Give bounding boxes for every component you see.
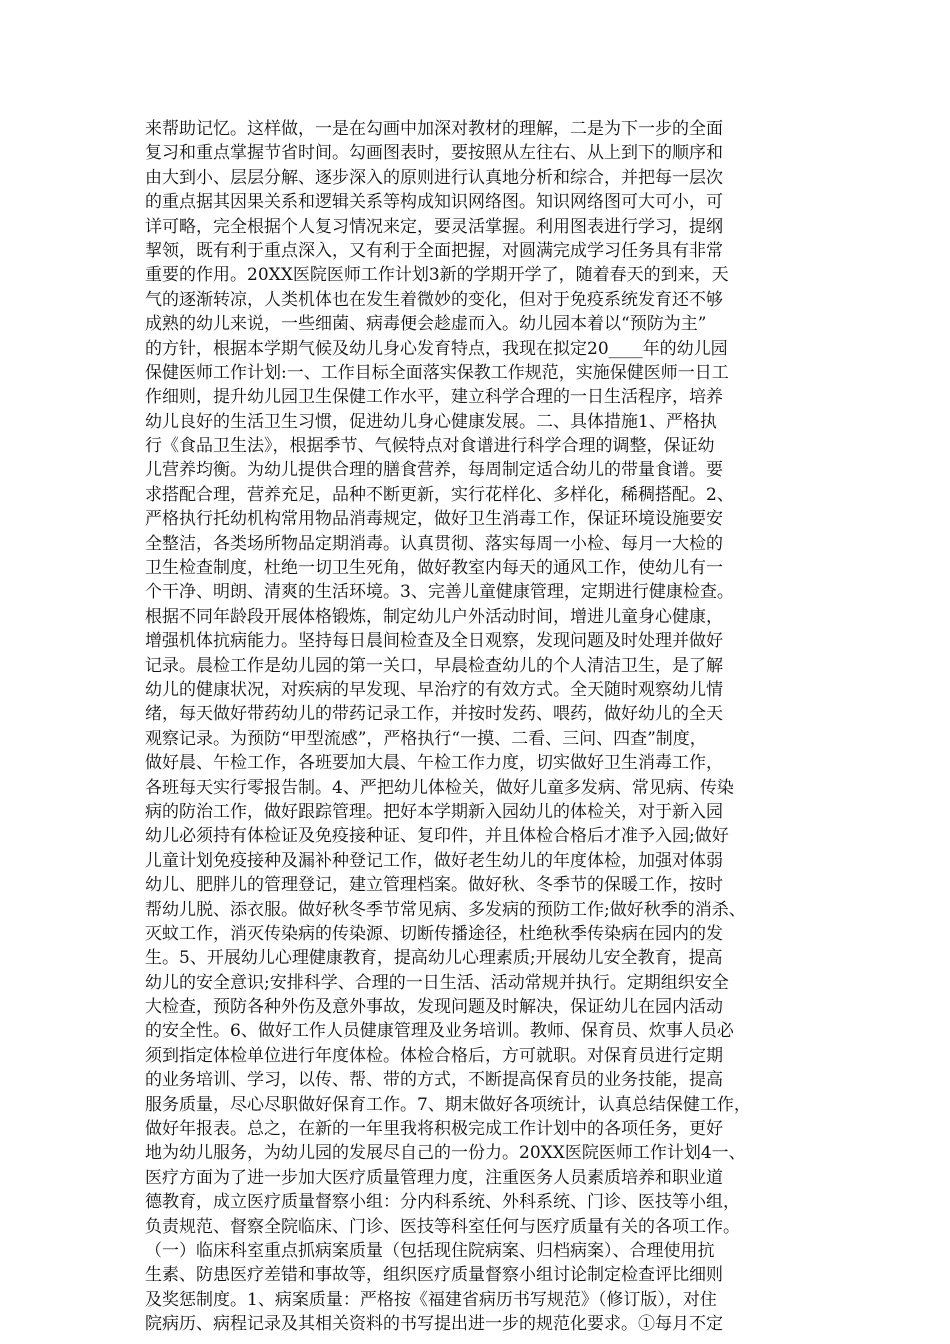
text-line: 各班每天实行零报告制。4、严把幼儿体检关，做好儿童多发病、常见病、传染	[145, 777, 734, 798]
text-line: 幼儿良好的生活卫生习惯，促进幼儿身心健康发展。二、具体措施1、严格执	[145, 411, 717, 432]
text-line: 严格执行托幼机构常用物品消毒规定，做好卫生消毒工作，保证环境设施要安	[145, 509, 723, 530]
text-line: 幼儿必须持有体检证及免疫接种证、复印件，并且体检合格后才准予入园;做好	[145, 826, 729, 847]
text-line: （一）临床科室重点抓病案质量（包括现住院病案、归档病案）、合理使用抗	[145, 1240, 715, 1261]
text-line: 大检查，预防各种外伤及意外事故，发现问题及时解决，保证幼儿在园内活动	[145, 997, 723, 1018]
text-line: 负责规范、督察全院临床、门诊、医技等科室任何与医疗质量有关的各项工作。	[145, 1216, 740, 1237]
text-line: 儿童计划免疫接种及漏补种登记工作，做好老生幼儿的年度体检，加强对体弱	[145, 850, 723, 871]
text-line: 绪，每天做好带药幼儿的带药记录工作，并按时发药、喂药，做好幼儿的全天	[145, 704, 723, 725]
text-line: 做好年报表。总之，在新的一年里我将积极完成工作计划中的各项任务，更好	[145, 1119, 723, 1140]
text-line: 做好晨、午检工作，各班要加大晨、午检工作力度，切实做好卫生消毒工作，	[145, 753, 723, 774]
text-line: 卫生检查制度，杜绝一切卫生死角，做好教室内每天的通风工作，使幼儿有一	[145, 558, 723, 579]
text-line: 求搭配合理，营养充足，品种不断更新，实行花样化、多样化，稀稠搭配。2、	[145, 484, 734, 505]
text-line: 重要的作用。20XX医院医师工作计划3新的学期开学了，随着春天的到来，天	[145, 265, 729, 286]
text-line: 记录。晨检工作是幼儿园的第一关口，早晨检查幼儿的个人清洁卫生，是了解	[145, 655, 723, 676]
text-line: 成熟的幼儿来说，一些细菌、病毒便会趁虚而入。幼儿园本着以“预防为主”	[145, 314, 707, 335]
text-line: 详可略，完全根据个人复习情况来定，要灵活掌握。利用图表进行学习，提纲	[145, 216, 723, 237]
text-line: 须到指定体检单位进行年度体检。体检合格后，方可就职。对保育员进行定期	[145, 1045, 723, 1066]
text-line: 儿营养均衡。为幼儿提供合理的膳食营养，每周制定适合幼儿的带量食谱。要	[145, 460, 723, 481]
text-line: 生。5、开展幼儿心理健康教育，提高幼儿心理素质;开展幼儿安全教育，提高	[145, 948, 723, 969]
text-line: 生素、防患医疗差错和事故等，组织医疗质量督察小组讨论制定检查评比细则	[145, 1265, 723, 1286]
text-line: 的业务培训、学习，以传、帮、带的方式，不断提高保育员的业务技能，提高	[145, 1070, 723, 1091]
text-line: 帮幼儿脱、添衣服。做好秋冬季节常见病、多发病的预防工作;做好秋季的消杀、	[145, 899, 746, 920]
text-line: 根据不同年龄段开展体格锻炼，制定幼儿户外活动时间，增进儿童身心健康，	[145, 606, 723, 627]
text-line: 挈领，既有利于重点深入，又有利于全面把握，对圆满完成学习任务具有非常	[145, 240, 723, 261]
text-line: 的重点据其因果关系和逻辑关系等构成知识网络图。知识网络图可大可小，可	[145, 192, 723, 213]
text-line: 气的逐渐转凉，人类机体也在发生着微妙的变化，但对于免疫系统发育还不够	[145, 289, 723, 310]
text-line: 行《食品卫生法》，根据季节、气候特点对食谱进行科学合理的调整，保证幼	[145, 436, 715, 457]
text-line: 个干净、明朗、清爽的生活环境。3、完善儿童健康管理，定期进行健康检查。	[145, 582, 734, 603]
text-line: 增强机体抗病能力。坚持每日晨间检查及全日观察，发现问题及时处理并做好	[145, 631, 723, 652]
text-line: 来帮助记忆。这样做，一是在勾画中加深对教材的理解，二是为下一步的全面	[145, 119, 723, 139]
document-body	[145, 117, 805, 1337]
text-line: 的安全性。6、做好工作人员健康管理及业务培训。教师、保育员、炊事人员必	[145, 1021, 734, 1042]
text-line: 保健医师工作计划:一、工作目标全面落实保教工作规范，实施保健医师一日工	[145, 362, 729, 383]
text-line: 的方针，根据本学期气候及幼儿身心发育特点，我现在拟定20____年的幼儿园	[145, 338, 728, 359]
text-line: 由大到小、层层分解、逐步深入的原则进行认真地分析和综合，并把每一层次	[145, 167, 723, 188]
text-line: 幼儿的安全意识;安排科学、合理的一日生活、活动常规并执行。定期组织安全	[145, 972, 729, 993]
text-line: 病的防治工作，做好跟踪管理。把好本学期新入园幼儿的体检关，对于新入园	[145, 801, 723, 822]
text-line: 医疗方面为了进一步加大医疗质量管理力度，注重医务人员素质培养和职业道	[145, 1167, 723, 1188]
text-line: 德教育，成立医疗质量督察小组：分内科系统、外科系统、门诊、医技等小组，	[145, 1192, 740, 1213]
text-line: 院病历、病程记录及其相关资料的书写提出进一步的规范化要求。①每月不定	[145, 1314, 723, 1335]
text-line: 幼儿、肥胖儿的管理登记，建立管理档案。做好秋、冬季节的保暖工作，按时	[145, 875, 723, 896]
text-line: 复习和重点掌握节省时间。勾画图表时，要按照从左往右、从上到下的顺序和	[145, 143, 723, 164]
text-line: 服务质量，尽心尽职做好保育工作。7、期末做好各项统计，认真总结保健工作，	[145, 1094, 751, 1115]
text-line: 灭蚊工作，消灭传染病的传染源、切断传播途径，杜绝秋季传染病在园内的发	[145, 923, 723, 944]
text-line: 及奖惩制度。1、病案质量：严格按《福建省病历书写规范》（修订版），对住	[145, 1289, 717, 1310]
text-line: 全整洁，各类场所物品定期消毒。认真贯彻、落实每周一小检、每月一大检的	[145, 533, 723, 554]
text-line: 观察记录。为预防“甲型流感”，严格执行“一摸、二看、三问、四查”制度，	[145, 728, 707, 749]
text-line: 作细则，提升幼儿园卫生保健工作水平，建立科学合理的一日生活程序，培养	[145, 387, 723, 408]
text-line: 幼儿的健康状况，对疾病的早发现、早治疗的有效方式。全天随时观察幼儿情	[145, 679, 723, 700]
text-line: 地为幼儿服务，为幼儿园的发展尽自己的一份力。20XX医院医师工作计划4一、	[145, 1143, 746, 1164]
